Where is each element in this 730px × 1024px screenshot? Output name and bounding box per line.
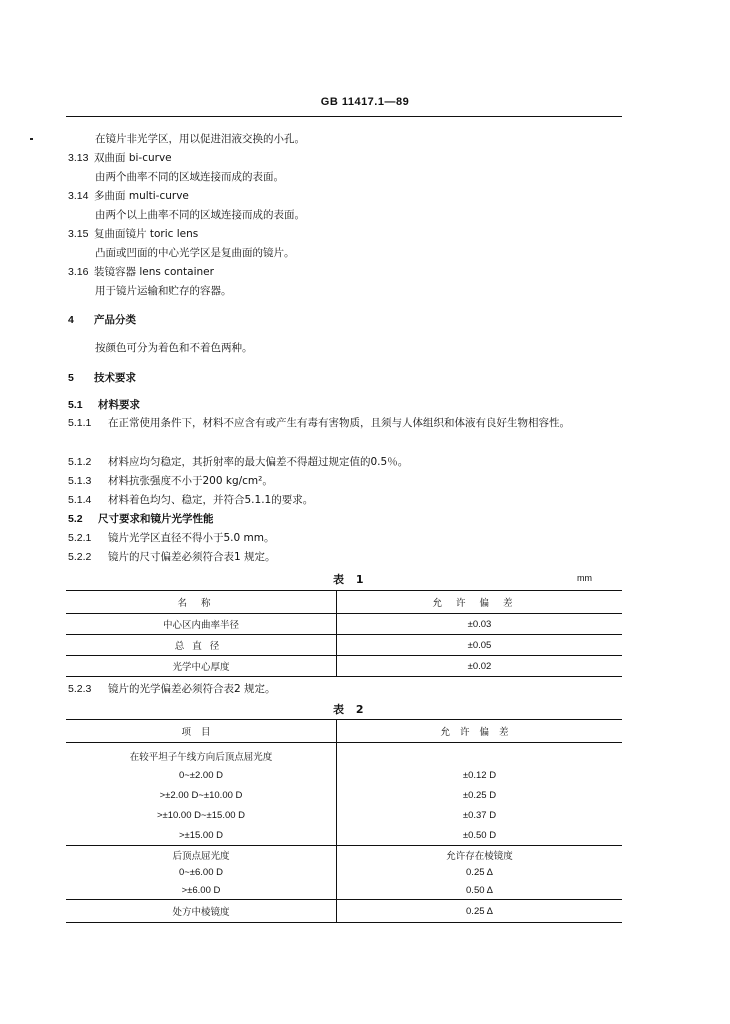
term-3-14 bbox=[68, 189, 189, 203]
term-definition: 用于镜片运输和贮存的容器。 bbox=[95, 285, 232, 297]
table-header-row bbox=[66, 591, 622, 614]
term-number: 3.13 bbox=[68, 152, 89, 164]
table-row bbox=[66, 805, 622, 825]
clause-text: 材料抗张强度不小于200 kg/cm²。 bbox=[108, 475, 273, 487]
term-3-16 bbox=[68, 265, 214, 279]
column-header-name: 名称 bbox=[66, 591, 337, 614]
term-title: 多曲面 multi-curve bbox=[94, 190, 189, 202]
clause-text: 镜片的尺寸偏差必须符合表1 规定。 bbox=[108, 551, 276, 563]
section-number: 5.2 bbox=[68, 513, 83, 525]
table-cell: 0~±6.00 D bbox=[66, 864, 337, 881]
section-4-heading bbox=[68, 313, 136, 327]
clause-5-1-4 bbox=[68, 493, 313, 507]
table-group-title: 允许存在棱镜度 bbox=[446, 851, 513, 862]
clause-number: 5.1.4 bbox=[68, 494, 92, 506]
clause-text: 材料着色均匀、稳定，并符合5.1.1的要求。 bbox=[108, 494, 314, 506]
column-header-item: 项目 bbox=[66, 720, 337, 743]
term-definition: 由两个以上曲率不同的区域连接而成的表面。 bbox=[95, 209, 305, 221]
term-title: 复曲面镜片 toric lens bbox=[94, 228, 199, 240]
table-cell: ±0.25 D bbox=[462, 789, 497, 801]
term-title: 双曲面 bi-curve bbox=[94, 152, 172, 164]
table-cell: ±0.02 bbox=[337, 656, 623, 677]
table-cell: 0~±2.00 D bbox=[66, 765, 337, 785]
section-number: 5.1 bbox=[68, 399, 83, 411]
clause-number: 5.2.1 bbox=[68, 532, 92, 544]
clause-number: 5.1.3 bbox=[68, 475, 92, 487]
table-row bbox=[66, 846, 622, 865]
clause-5-2-2 bbox=[68, 550, 276, 564]
clause-5-1-1 bbox=[68, 414, 620, 432]
table-row bbox=[66, 864, 622, 881]
section-title: 技术要求 bbox=[94, 372, 136, 384]
clause-number: 5.1.2 bbox=[68, 456, 92, 468]
table-cell: 中心区内曲率半径 bbox=[66, 614, 337, 635]
clause-5-1-3 bbox=[68, 474, 273, 488]
table-cell: >±10.00 D~±15.00 D bbox=[66, 805, 337, 825]
table-cell: 光学中心厚度 bbox=[66, 656, 337, 677]
table-row bbox=[66, 785, 622, 805]
term-definition: 凸面或凹面的中心光学区是复曲面的镜片。 bbox=[95, 247, 295, 259]
table-cell: >±15.00 D bbox=[66, 825, 337, 846]
table-cell: ±0.05 bbox=[337, 635, 623, 656]
clause-text: 镜片光学区直径不得小于5.0 mm。 bbox=[108, 532, 275, 544]
clause-number: 5.2.2 bbox=[68, 551, 92, 563]
term-number: 3.15 bbox=[68, 228, 89, 240]
header-rule bbox=[66, 116, 622, 117]
section-number: 4 bbox=[68, 314, 74, 326]
clause-5-1-2 bbox=[68, 455, 408, 469]
table-row bbox=[66, 900, 622, 923]
table-cell: 0.25 Δ bbox=[466, 867, 493, 878]
table-cell: >±2.00 D~±10.00 D bbox=[66, 785, 337, 805]
term-number: 3.14 bbox=[68, 190, 89, 202]
column-header-tolerance: 允许偏差 bbox=[337, 720, 623, 743]
table-cell: ±0.50 D bbox=[337, 825, 623, 846]
table-row bbox=[66, 881, 622, 900]
table-cell: 0.50 Δ bbox=[337, 881, 623, 900]
table-row bbox=[66, 635, 622, 656]
clause-text: 材料应均匀稳定，其折射率的最大偏差不得超过规定值的0.5％。 bbox=[108, 456, 409, 468]
table-cell: >±6.00 D bbox=[66, 881, 337, 900]
table-2-caption: 表 2 bbox=[333, 703, 368, 716]
table-2 bbox=[66, 719, 622, 923]
table-cell: 总直径 bbox=[66, 635, 337, 656]
table-header-row bbox=[66, 720, 622, 743]
table-row bbox=[66, 743, 622, 766]
table-cell: 处方中棱镜度 bbox=[66, 900, 337, 923]
clause-5-2-3 bbox=[68, 682, 276, 696]
table-row bbox=[66, 765, 622, 785]
table-row bbox=[66, 656, 622, 677]
scan-mark bbox=[30, 138, 33, 140]
term-definition: 由两个曲率不同的区域连接而成的表面。 bbox=[95, 171, 284, 183]
table-1 bbox=[66, 590, 622, 677]
table-1-caption: 表 1 bbox=[333, 573, 368, 586]
section-title: 材料要求 bbox=[98, 399, 140, 411]
clause-5-2-1 bbox=[68, 531, 275, 545]
table-row bbox=[66, 614, 622, 635]
section-5-1-heading bbox=[68, 398, 140, 412]
clause-text: 在正常使用条件下，材料不应含有或产生有毒有害物质，且须与人体组织和体液有良好生物相容性。 bbox=[108, 417, 570, 429]
clause-text: 镜片的光学偏差必须符合表2 规定。 bbox=[108, 683, 276, 695]
table-cell: ±0.12 D bbox=[462, 769, 497, 781]
section-4-body: 按颜色可分为着色和不着色两种。 bbox=[95, 342, 253, 354]
table-cell: 0.25 Δ bbox=[337, 900, 623, 923]
continuation-text: 在镜片非光学区，用以促进泪液交换的小孔。 bbox=[95, 133, 305, 145]
term-3-15 bbox=[68, 227, 198, 241]
section-number: 5 bbox=[68, 372, 74, 384]
clause-number: 5.1.1 bbox=[68, 417, 92, 429]
table-1-unit: mm bbox=[577, 573, 592, 583]
term-title: 装镜容器 lens container bbox=[94, 266, 214, 278]
section-5-2-heading bbox=[68, 512, 214, 526]
table-group-title: 后顶点屈光度 bbox=[66, 846, 337, 865]
term-number: 3.16 bbox=[68, 266, 89, 278]
page-header: GB 11417.1—89 bbox=[320, 96, 410, 108]
table-row bbox=[66, 825, 622, 846]
clause-number: 5.2.3 bbox=[68, 683, 92, 695]
section-5-heading bbox=[68, 371, 136, 385]
section-title: 产品分类 bbox=[94, 314, 136, 326]
column-header-tolerance: 允许偏差 bbox=[337, 591, 623, 614]
table-cell: ±0.03 bbox=[337, 614, 623, 635]
table-group-title: 在较平坦子午线方向后顶点屈光度 bbox=[66, 743, 337, 766]
term-3-13 bbox=[68, 151, 172, 165]
table-cell-empty bbox=[337, 743, 623, 766]
table-cell: ±0.37 D bbox=[462, 809, 497, 821]
section-title: 尺寸要求和镜片光学性能 bbox=[98, 513, 214, 525]
